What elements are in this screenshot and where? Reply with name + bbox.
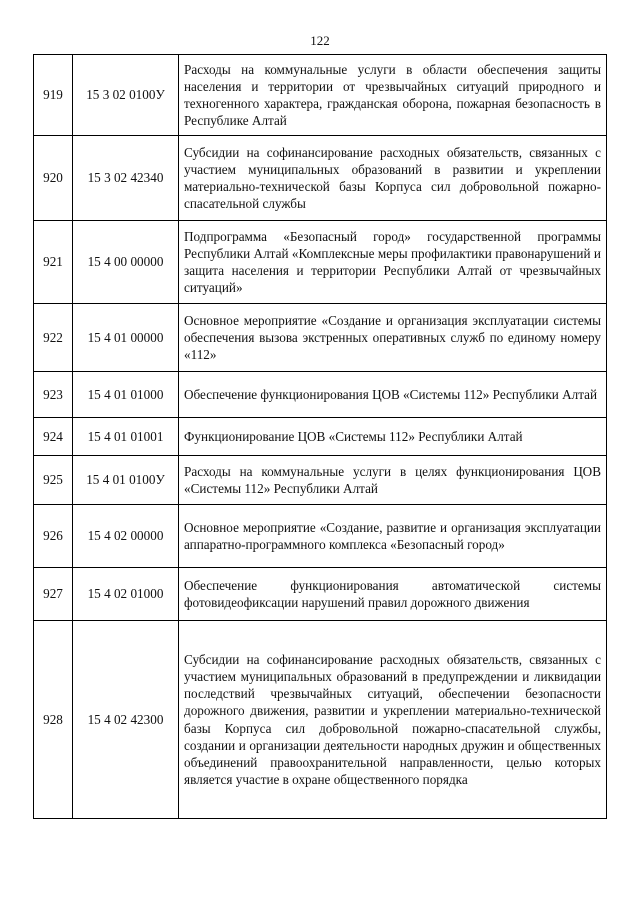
table-row (34, 221, 607, 304)
row-number: 923 (34, 372, 73, 418)
row-description: Функционирование ЦОВ «Системы 112» Республики Алтай (179, 418, 607, 456)
row-number: 927 (34, 568, 73, 621)
row-number: 921 (34, 221, 73, 304)
table-row (34, 456, 607, 505)
row-description: Обеспечение функционирования автоматической системы фотовидеофиксации нарушений правил дорожного движения (179, 568, 607, 621)
budget-codes-table (33, 54, 607, 819)
table-row (34, 621, 607, 819)
row-number: 922 (34, 304, 73, 372)
table-row (34, 55, 607, 136)
row-description: Основное мероприятие «Создание и организация эксплуатации системы обеспечения вызова экстренных оперативных служб по единому номеру «112» (179, 304, 607, 372)
table-row (34, 372, 607, 418)
budget-code: 15 4 02 42300 (73, 621, 179, 819)
page-number: 122 (310, 33, 330, 48)
row-description: Подпрограмма «Безопасный город» государственной программы Республики Алтай «Комплексные меры профилактики правонарушений и защита населения и территории Республики Алтай от чрезвычайных ситуаций» (179, 221, 607, 304)
table-row (34, 505, 607, 568)
budget-code: 15 4 01 01001 (73, 418, 179, 456)
row-description: Расходы на коммунальные услуги в области обеспечения защиты населения и территории от чрезвычайных ситуаций природного и техногенного характера, гражданская оборона, пожарная безопасность в Республике Алтай (179, 55, 607, 136)
budget-code: 15 4 00 00000 (73, 221, 179, 304)
table-row (34, 418, 607, 456)
budget-code: 15 4 01 01000 (73, 372, 179, 418)
budget-code: 15 3 02 42340 (73, 136, 179, 221)
table-row (34, 568, 607, 621)
row-number: 925 (34, 456, 73, 505)
budget-code: 15 4 01 00000 (73, 304, 179, 372)
table-row (34, 304, 607, 372)
budget-code: 15 4 02 01000 (73, 568, 179, 621)
budget-code: 15 4 02 00000 (73, 505, 179, 568)
table-row (34, 136, 607, 221)
row-number: 919 (34, 55, 73, 136)
row-description: Субсидии на софинансирование расходных обязательств, связанных с участием муниципальных образований в предупреждении и ликвидации последствий чрезвычайных ситуаций, обеспечении безопасности дорожного движения, развитии и укреплении материально-технической базы Корпуса сил добровольной пожарно-спасательной службы, создании и организации деятельности народных дружин и общественных объединений правоохранительной направленности, целью которых является участие в охране общественного порядка (179, 621, 607, 819)
row-number: 924 (34, 418, 73, 456)
row-description: Расходы на коммунальные услуги в целях функционирования ЦОВ «Системы 112» Республики Алтай (179, 456, 607, 505)
row-description: Субсидии на софинансирование расходных обязательств, связанных с участием муниципальных образований в развитии и укреплении материально-технической базы Корпуса сил добровольной пожарно-спасательной службы (179, 136, 607, 221)
row-number: 926 (34, 505, 73, 568)
row-number: 928 (34, 621, 73, 819)
budget-code: 15 3 02 0100У (73, 55, 179, 136)
row-description: Обеспечение функционирования ЦОВ «Системы 112» Республики Алтай (179, 372, 607, 418)
row-description: Основное мероприятие «Создание, развитие и организация эксплуатации аппаратно-программного комплекса «Безопасный город» (179, 505, 607, 568)
budget-code: 15 4 01 0100У (73, 456, 179, 505)
row-number: 920 (34, 136, 73, 221)
